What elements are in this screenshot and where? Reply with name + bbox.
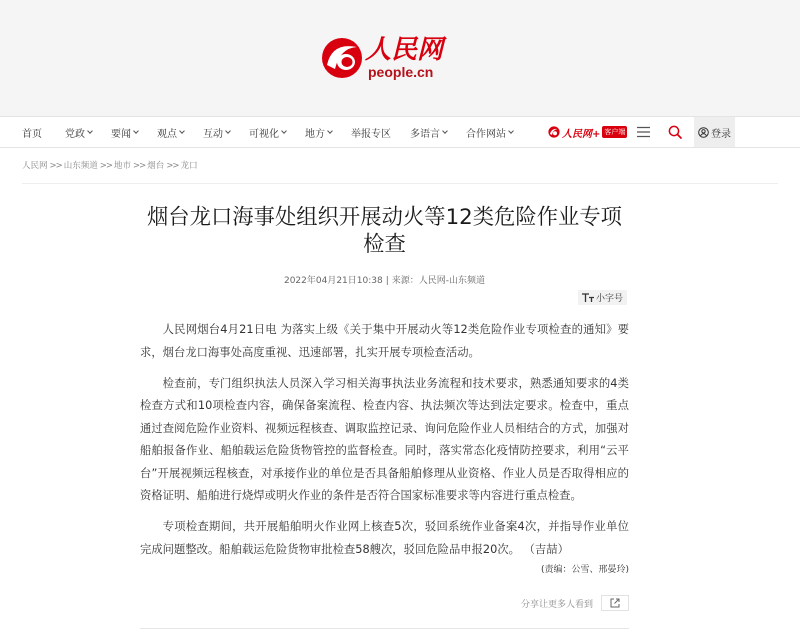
nav-item-party-government[interactable] [65, 117, 92, 147]
editor-credit: (责编：公雪、邢晏玲) [540, 565, 629, 575]
share-button[interactable] [601, 595, 629, 611]
nav-item-interaction[interactable] [203, 117, 230, 147]
login-button[interactable] [694, 117, 735, 147]
nav-item-languages[interactable] [410, 117, 447, 147]
breadcrumb-separator: >> [133, 161, 146, 171]
breadcrumb-separator: >> [49, 161, 62, 171]
chevron-down-icon [327, 128, 333, 134]
chevron-down-icon [225, 128, 231, 134]
app-badge: 客户端 [604, 128, 626, 136]
chevron-down-icon [133, 128, 139, 134]
app-client-link[interactable] [548, 125, 627, 139]
font-size-label: 小字号 [595, 294, 623, 304]
article-paragraph: 专项检查期间，共开展船舶明火作业网上核查5次，驳回系统作业备案4次，并指导作业单位完成问题整改。船舶载运危险货物审批检查58艘次，驳回危险品申报20次。 （吉喆） [140, 519, 629, 556]
people-app-icon [548, 126, 560, 138]
nav-item-opinion[interactable] [157, 117, 184, 147]
breadcrumb-separator: >> [166, 161, 179, 171]
breadcrumb-link[interactable]: 地市 [114, 161, 132, 171]
hamburger-menu-icon[interactable] [637, 126, 650, 138]
nav-item-home[interactable] [22, 117, 42, 147]
chevron-down-icon [508, 128, 514, 134]
chevron-down-icon [442, 128, 448, 134]
nav-item-visualization[interactable] [249, 117, 286, 147]
article-title: 烟台龙口海事处组织开展动火等12类危险作业专项检查 [146, 205, 623, 257]
breadcrumb-link[interactable]: 人民网 [22, 161, 48, 171]
nav-item-partner-sites[interactable] [466, 117, 513, 147]
nav-item-local[interactable] [305, 117, 332, 147]
nav-item-label: 党政 [65, 128, 85, 140]
nav-item-label: 要闻 [111, 128, 131, 140]
nav-item-label: 举报专区 [351, 128, 391, 140]
breadcrumb-link[interactable]: 山东频道 [63, 161, 98, 171]
article-paragraph: 人民网烟台4月21日电 为落实上级《关于集中开展动火等12类危险作业专项检查的通知》要求，烟台龙口海事处高度重视、迅速部署，扎实开展专项检查活动。 [140, 322, 629, 359]
chevron-down-icon [281, 128, 287, 134]
article [140, 204, 629, 629]
app-logo-text: 人民网+ [562, 128, 601, 140]
breadcrumb-separator: >> [99, 161, 113, 171]
nav-item-label: 可视化 [249, 128, 279, 140]
publish-datetime: 2022年04月21日10:38 [283, 276, 383, 286]
main-nav [0, 116, 800, 148]
site-logo[interactable] [320, 33, 452, 83]
source-link[interactable]: 人民网-山东频道 [418, 276, 486, 286]
font-size-icon [582, 293, 594, 302]
nav-item-label: 观点 [157, 128, 177, 140]
breadcrumb-link[interactable]: 烟台 [147, 161, 165, 171]
share-label: 分享让更多人看到 [520, 599, 593, 610]
logo-domain: people.cn [368, 64, 434, 80]
source-label: 来源： [391, 276, 419, 286]
nav-item-label: 地方 [305, 128, 325, 140]
breadcrumb-link[interactable]: 龙口 [180, 161, 198, 171]
nav-item-news[interactable] [111, 117, 138, 147]
nav-list [22, 117, 513, 147]
article-paragraph: 检查前，专门组织执法人员深入学习相关海事执法业务流程和技术要求，熟悉通知要求的4类检查方式和10项检查内容，确保备案流程、检查内容、执法频次等达到法定要求。检查中，重点通过查阅危险作业资料、视频远程核查、调取监控记录、询问危险作业人员相结合的方式，加强对船舶报备作业、船舶载运危险货物管控的监督检查。同时，落实常态化疫情防控要求，利用“云平台”开展视频远程核查，对承接作业的单位是否具备船舶修理从业资格、作业人员是否取得相应的资格证明、船舶进行烧焊或明火作业的条件是否符合国家标准要求等内容进行重点检查。 [140, 375, 629, 502]
breadcrumb [22, 159, 198, 173]
top-header [0, 0, 800, 116]
article-meta [140, 274, 629, 288]
nav-item-label: 合作网站 [466, 128, 506, 140]
nav-item-report[interactable] [351, 117, 391, 147]
chevron-down-icon [179, 128, 185, 134]
share-icon [610, 598, 620, 608]
chevron-down-icon [87, 128, 93, 134]
user-icon [698, 127, 709, 138]
nav-item-label: 首页 [22, 128, 42, 140]
article-body [140, 318, 629, 560]
font-size-row [140, 290, 629, 305]
article-bottom-divider [140, 628, 629, 629]
logo-text: 人民网 [365, 35, 444, 65]
font-size-toggle[interactable] [578, 290, 627, 305]
people-cn-emblem-icon [320, 34, 364, 80]
nav-item-label: 互动 [203, 128, 223, 140]
breadcrumb-divider [22, 183, 778, 184]
login-label: 登录 [711, 128, 731, 140]
meta-separator: | [385, 276, 389, 286]
search-icon[interactable] [668, 125, 682, 139]
share-row [140, 595, 629, 611]
nav-item-label: 多语言 [410, 128, 440, 140]
